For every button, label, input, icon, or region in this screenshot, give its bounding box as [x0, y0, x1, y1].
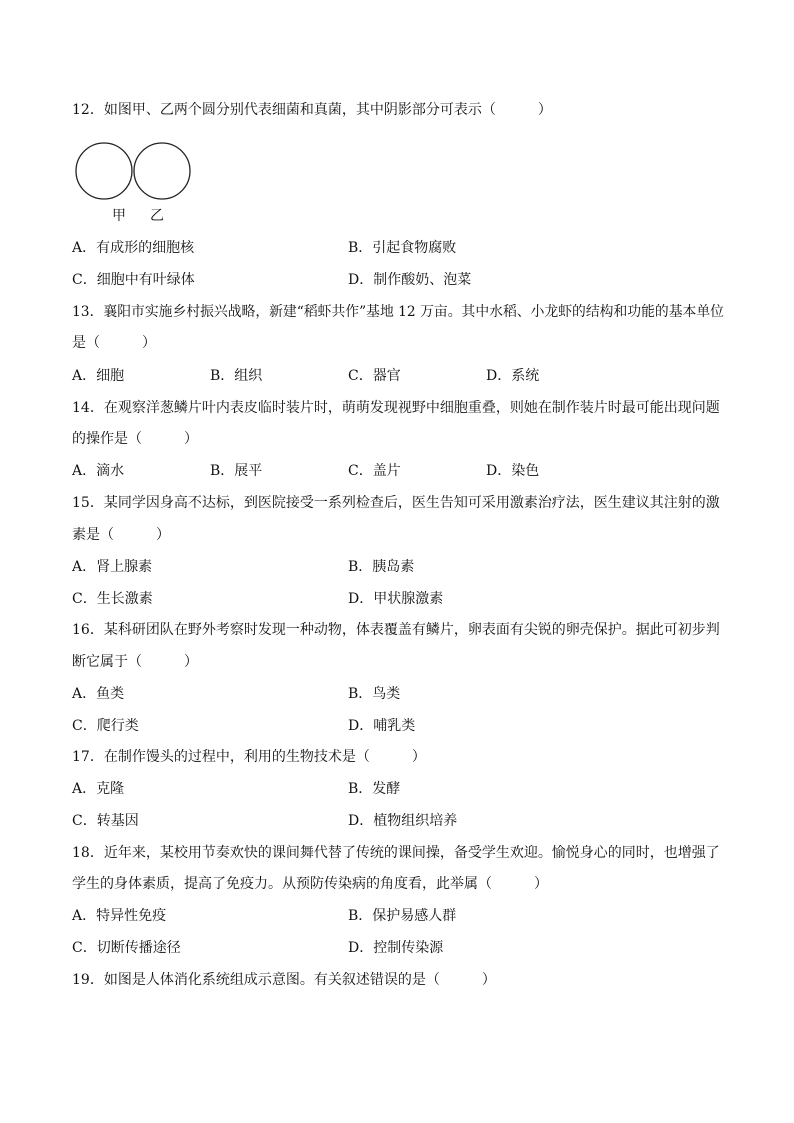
q18-stem-line2: 学生的身体素质，提高了免疫力。从预防传染病的角度看，此举属（ ） — [72, 876, 548, 892]
q15-option-a[interactable]: A．肾上腺素 — [72, 559, 153, 575]
q15-option-d[interactable]: D．甲状腺激素 — [348, 591, 444, 607]
q16-stem-line2: 断它属于（ ） — [72, 654, 198, 670]
q16-stem-line1: 16．某科研团队在野外考察时发现一种动物，体表覆盖有鳞片，卵表面有尖锐的卵壳保护。据此可初步判 — [72, 622, 720, 638]
q14-option-a[interactable]: A．滴水 — [72, 463, 125, 479]
venn-circle-right — [134, 143, 190, 199]
venn-circle-left — [76, 143, 132, 199]
q17-option-a[interactable]: A．克隆 — [72, 781, 125, 797]
q14-stem-line1: 14．在观察洋葱鳞片叶内表皮临时装片时，萌萌发现视野中细胞重叠，则她在制作装片时最可能出现问题 — [72, 400, 720, 416]
q13-option-d[interactable]: D．系统 — [486, 368, 540, 384]
q12-option-b[interactable]: B．引起食物腐败 — [348, 240, 457, 256]
q16-option-b[interactable]: B．鸟类 — [348, 686, 401, 702]
q18-stem-line1: 18．近年来，某校用节奏欢快的课间舞代替了传统的课间操，备受学生欢迎。愉悦身心的同时，也增强了 — [72, 845, 720, 861]
q15-stem-line1: 15．某同学因身高不达标，到医院接受一系列检查后，医生告知可采用激素治疗法，医生建议其注射的激 — [72, 495, 720, 511]
q17-option-c[interactable]: C．转基因 — [72, 813, 139, 829]
venn-diagram — [74, 138, 196, 228]
q17-option-b[interactable]: B．发酵 — [348, 781, 401, 797]
q18-option-b[interactable]: B．保护易感人群 — [348, 908, 457, 924]
q14-option-b[interactable]: B．展平 — [210, 463, 263, 479]
q17-option-d[interactable]: D．植物组织培养 — [348, 813, 458, 829]
q16-option-d[interactable]: D．哺乳类 — [348, 718, 416, 734]
q13-stem-line1: 13．襄阳市实施乡村振兴战略，新建“稻虾共作”基地 12 万亩。其中水稻、小龙虾的结构和功能的基本单位 — [72, 304, 724, 320]
venn-label-right: 乙 — [150, 208, 164, 224]
q12-stem: 12．如图甲、乙两个圆分别代表细菌和真菌，其中阴影部分可表示（ ） — [72, 102, 552, 118]
q14-option-c[interactable]: C．盖片 — [348, 463, 401, 479]
q18-option-a[interactable]: A．特异性免疫 — [72, 908, 167, 924]
q14-stem-line2: 的操作是（ ） — [72, 431, 198, 447]
q13-option-b[interactable]: B．组织 — [210, 368, 263, 384]
q12-option-a[interactable]: A．有成形的细胞核 — [72, 240, 195, 256]
q18-option-d[interactable]: D．控制传染源 — [348, 940, 444, 956]
q12-option-c[interactable]: C．细胞中有叶绿体 — [72, 272, 195, 288]
q18-option-c[interactable]: C．切断传播途径 — [72, 940, 181, 956]
q15-option-c[interactable]: C．生长激素 — [72, 591, 153, 607]
q17-stem: 17．在制作馒头的过程中，利用的生物技术是（ ） — [72, 749, 426, 765]
q15-stem-line2: 素是（ ） — [72, 527, 170, 543]
venn-label-left: 甲 — [112, 208, 126, 224]
q13-stem-line2: 是（ ） — [72, 335, 156, 351]
q16-option-c[interactable]: C．爬行类 — [72, 718, 139, 734]
q13-option-c[interactable]: C．器官 — [348, 368, 401, 384]
q16-option-a[interactable]: A．鱼类 — [72, 686, 125, 702]
q13-option-a[interactable]: A．细胞 — [72, 368, 125, 384]
q15-option-b[interactable]: B．胰岛素 — [348, 559, 415, 575]
q12-option-d[interactable]: D．制作酸奶、泡菜 — [348, 272, 472, 288]
q19-stem: 19．如图是人体消化系统组成示意图。有关叙述错误的是（ ） — [72, 972, 496, 988]
q14-option-d[interactable]: D．染色 — [486, 463, 540, 479]
